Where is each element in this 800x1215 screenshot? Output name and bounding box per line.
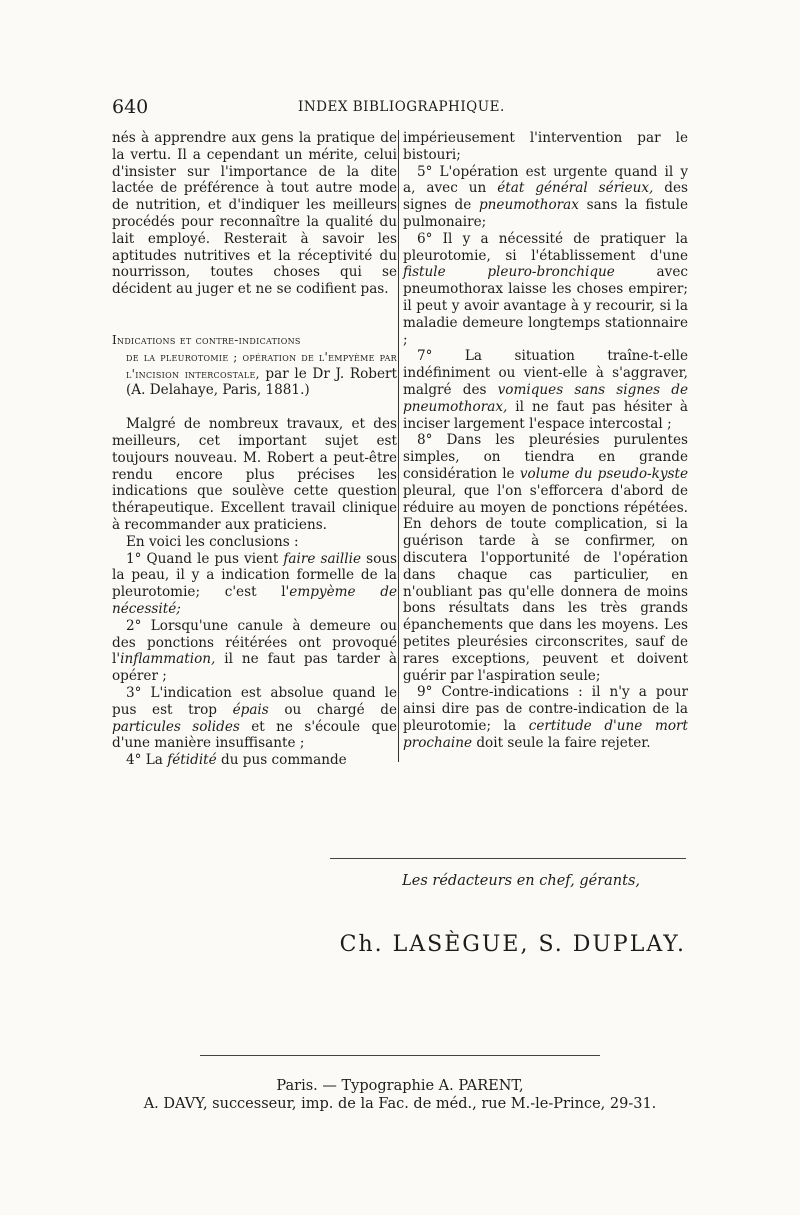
left-column bbox=[112, 130, 397, 769]
reference-author: par le Dr J. Robert bbox=[265, 365, 397, 382]
review-paragraph: Malgré de nombreux travaux, et des meilleurs, cet important sujet est toujours nouveau. M. Robert a peut-être rendu encore plus précises les indications que soulève cette question thérapeutique. Excellent travail clinique à recommander aux praticiens. bbox=[112, 416, 397, 533]
conclusion-item-4-continued: impérieusement l'intervention par le bistouri; bbox=[403, 130, 688, 163]
paragraph-continuation: nés à apprendre aux gens la pratique de la vertu. Il a cependant un mérite, celui d'insister sur l'importance de la dite lactée de préférence à tout autre mode de nutrition, et d'indiquer les meilleurs procédés pour reconnaître la qualité du lait employé. Resterait à savoir les aptitudes nutritives et la réceptivité du nourrisson, toutes choses qui se décident au juger et ne se codifient pas. bbox=[112, 130, 397, 298]
conclusion-item-3: 3° L'indication est absolue quand le pus est trop épais ou chargé de particules solides et ne s'écoule que d'une manière insuffisante ; bbox=[112, 684, 397, 752]
bibliographic-reference bbox=[112, 332, 397, 399]
conclusion-item-8: 8° Dans les pleurésies purulentes simples, on tiendra en grande considération le volume du pseudo-kyste pleural, que l'on s'efforcera d'abord de réduire au moyen de ponctions répétées. En dehors de toute complication, si la guérison tarde à se confirmer, on discutera l'opportunité de l'opération dans chaque cas particulier, en n'oubliant pas qu'elle donnera de moins bons résultats dans les très grands épanchements que dans les moyens. Les petites pleurésies circonscrites, sauf de rares exceptions, peuvent et doivent guérir par l'aspiration seule; bbox=[403, 432, 688, 684]
reference-title-line2: de la pleurotomie ; opération de l'empyème par l'incision intercostale, bbox=[126, 349, 397, 381]
conclusion-item-6: 6° Il y a nécessité de pratiquer la pleurotomie, si l'établissement d'une fistule pleuro-bronchique avec pneumothorax laisse les choses empirer; il peut y avoir avantage à y recourir, si la maladie demeure longtemps stationnaire ; bbox=[403, 230, 688, 348]
column-divider bbox=[398, 130, 399, 762]
reference-publisher: (A. Delahaye, Paris, 1881.) bbox=[126, 382, 310, 399]
printer-line: Paris. — Typographie A. PARENT, bbox=[276, 1078, 524, 1094]
footer-divider bbox=[200, 1055, 600, 1056]
conclusion-item-9: 9° Contre-indications : il n'y a pour ainsi dire pas de contre-indication de la pleurotomie; la certitude d'une mort prochaine doit seule la faire rejeter. bbox=[403, 684, 688, 751]
conclusion-item-7: 7° La situation traîne-t-elle indéfiniment ou vient-elle à s'aggraver, malgré des vomiques sans signes de pneumothorax, il ne faut pas hésiter à inciser largement l'espace intercostal ; bbox=[403, 348, 688, 432]
editors-names: Ch. LASÈGUE, S. DUPLAY. bbox=[339, 932, 686, 957]
running-title: INDEX BIBLIOGRAPHIQUE. bbox=[298, 99, 505, 115]
conclusions-intro: En voici les conclusions : bbox=[126, 533, 299, 550]
conclusion-item-5: 5° L'opération est urgente quand il y a, avec un état général sérieux, des signes de pneumothorax sans la fistule pulmonaire; bbox=[403, 163, 689, 230]
page-header bbox=[112, 96, 686, 118]
right-column bbox=[403, 130, 688, 751]
signature-divider bbox=[330, 858, 686, 859]
editors-line: Les rédacteurs en chef, gérants, bbox=[402, 873, 640, 889]
printer-address: A. DAVY, successeur, imp. de la Fac. de méd., rue M.-le-Prince, 29-31. bbox=[143, 1096, 657, 1112]
conclusion-item-1: 1° Quand le pus vient faire saillie sous la peau, il y a indication formelle de la pleurotomie; c'est l'empyème de nécessité; bbox=[112, 550, 397, 617]
page-number: 640 bbox=[112, 96, 149, 118]
conclusion-item-4: 4° La fétidité du pus commande bbox=[126, 752, 347, 769]
conclusion-item-2: 2° Lorsqu'une canule à demeure ou des ponctions réitérées ont provoqué l'inflammation, il ne faut pas tarder à opérer ; bbox=[112, 617, 397, 685]
reference-title-line1: Indications et contre-indications bbox=[112, 332, 301, 347]
